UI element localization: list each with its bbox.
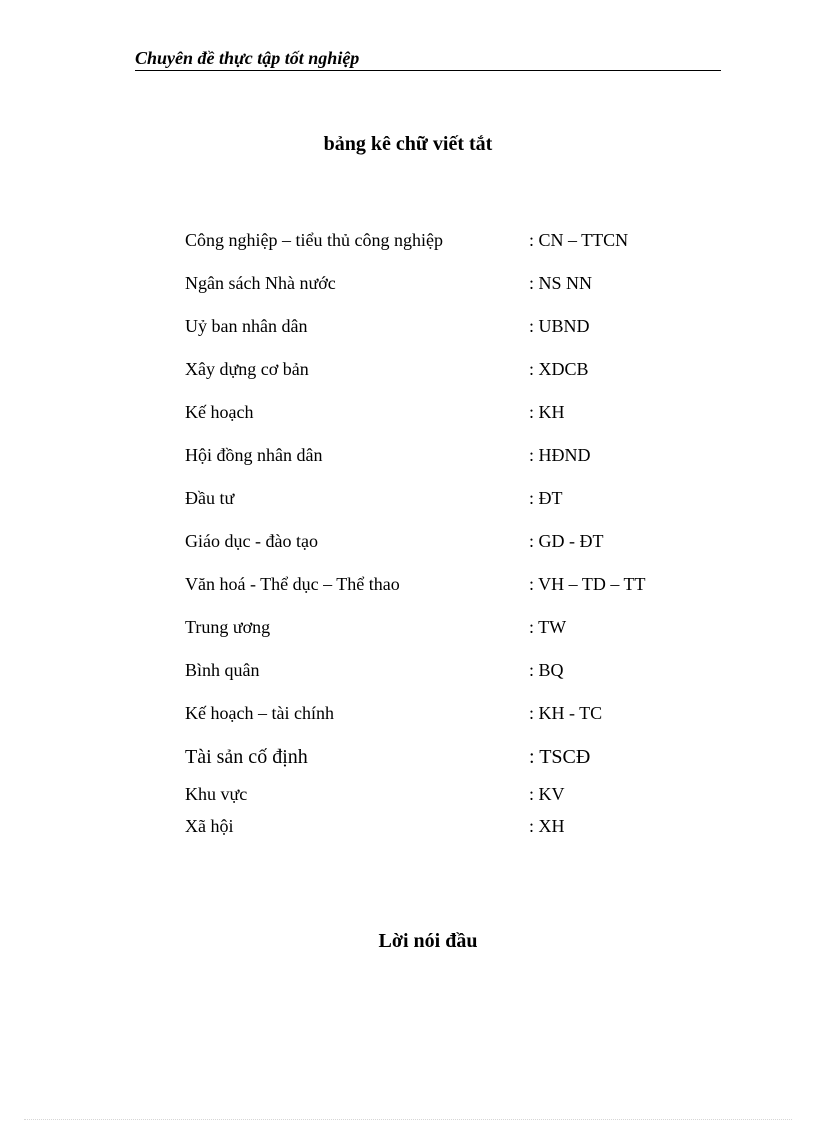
abbreviation-code: : KH: [529, 402, 565, 422]
abbreviation-term: Tài sản cố định: [185, 746, 308, 768]
abbreviation-code: : XDCB: [529, 359, 589, 379]
abbreviation-code: : HĐND: [529, 445, 591, 465]
page-title: bảng kê chữ viết tắt: [323, 133, 493, 155]
abbreviation-term: Đầu tư: [185, 488, 235, 508]
section-heading: Lời nói đầu: [378, 930, 478, 952]
abbreviation-code: : VH – TD – TT: [529, 574, 646, 594]
abbreviation-code: : NS NN: [529, 273, 593, 293]
running-header-title: Chuyên đề thực tập tốt nghiệp: [135, 48, 360, 68]
abbreviation-term: Uỷ ban nhân dân: [185, 316, 308, 336]
abbreviation-term: Văn hoá - Thể dục – Thể thao: [185, 574, 400, 594]
abbreviation-code: : TSCĐ: [529, 746, 591, 768]
abbreviation-term: Khu vực: [185, 784, 248, 804]
abbreviation-code: : KV: [529, 784, 565, 804]
abbreviation-term: Kế hoạch – tài chính: [185, 703, 334, 723]
abbreviation-term: Bình quân: [185, 660, 260, 680]
abbreviation-code: : XH: [529, 816, 565, 836]
abbreviation-code: : ĐT: [529, 488, 563, 508]
abbreviation-term: Hội đồng nhân dân: [185, 445, 323, 465]
abbreviation-term: Trung ương: [185, 617, 271, 637]
page-bottom-divider: [24, 1119, 792, 1120]
abbreviation-term: Ngân sách Nhà nước: [185, 273, 336, 293]
running-header: [135, 46, 721, 71]
abbreviation-term: Công nghiệp – tiểu thủ công nghiệp: [185, 230, 443, 250]
abbreviation-code: : TW: [529, 617, 567, 637]
abbreviation-term: Giáo dục - đào tạo: [185, 531, 318, 551]
abbreviation-code: : BQ: [529, 660, 564, 680]
abbreviation-code: : KH - TC: [529, 703, 603, 723]
abbreviation-term: Xã hội: [185, 816, 234, 836]
abbreviation-code: : GD - ĐT: [529, 531, 604, 551]
abbreviation-term: Kế hoạch: [185, 402, 254, 422]
abbreviation-term: Xây dựng cơ bản: [185, 359, 309, 379]
abbreviation-code: : CN – TTCN: [529, 230, 629, 250]
abbreviation-code: : UBND: [529, 316, 590, 336]
